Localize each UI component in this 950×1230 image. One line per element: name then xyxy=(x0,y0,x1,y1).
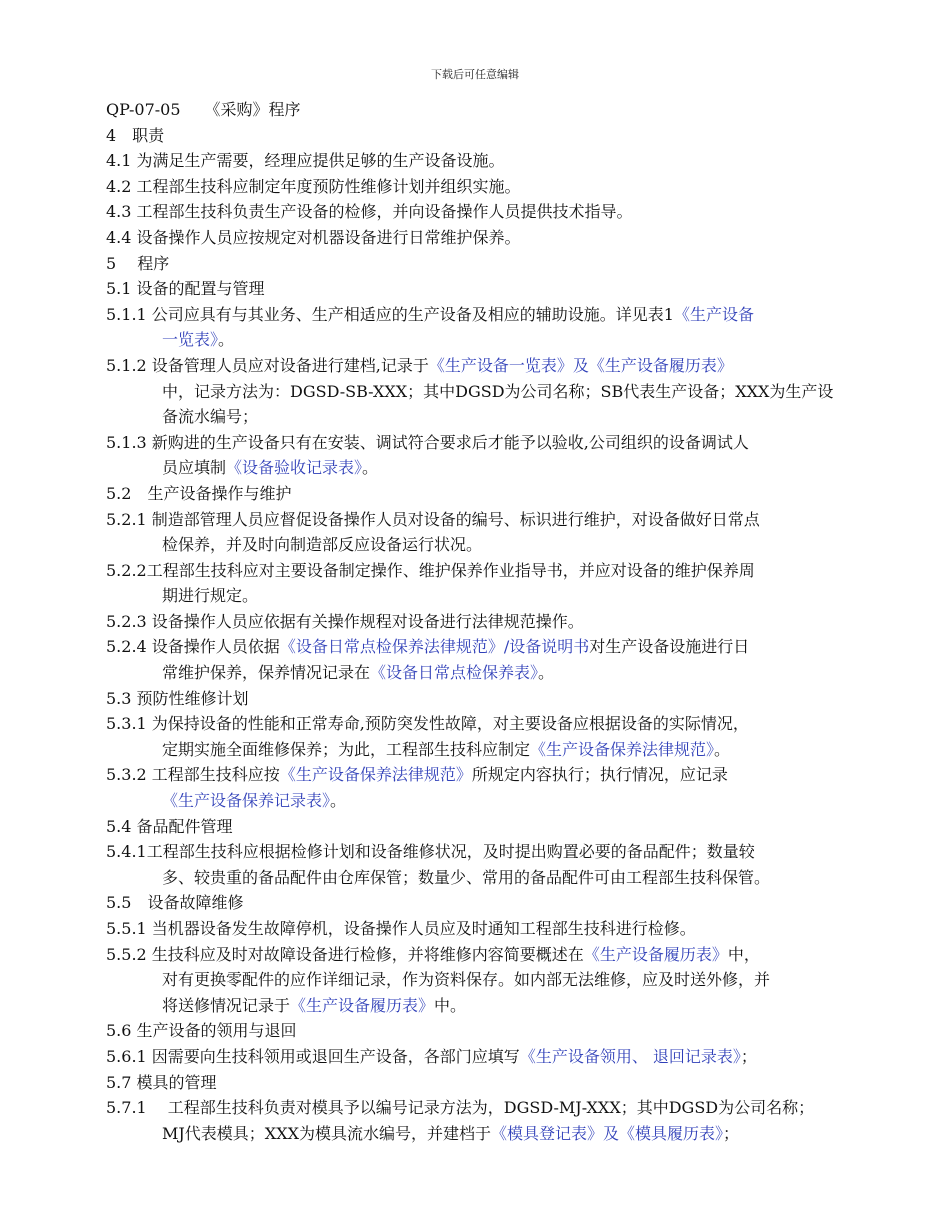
text-line xyxy=(106,353,906,379)
subsection-heading: 5.7 模具的管理 xyxy=(106,1072,217,1092)
text-span: 。 xyxy=(362,458,379,478)
text-line xyxy=(106,788,906,814)
form-reference: 《生产设备履历表》 xyxy=(583,944,728,964)
text-span: 对生产设备设施进行日 xyxy=(589,637,750,657)
text-span: 中。 xyxy=(434,995,467,1015)
form-reference: 《生产设备保养法律规范》 xyxy=(279,765,472,785)
form-reference: 《生产设备保养记录表》 xyxy=(162,791,331,811)
text-line: 对有更换零配件的应作详细记录，作为资料保存。如内部无法维修，应及时送外修，并 xyxy=(162,970,771,990)
header-note: 下载后可任意编辑 xyxy=(431,68,519,81)
text-line: 检保养，并及时向制造部反应设备运行状况。 xyxy=(162,535,483,555)
text-span: 5.3.2 工程部生技科应按 xyxy=(106,765,280,785)
text-span: 。 xyxy=(714,739,731,759)
text-line xyxy=(106,1121,906,1147)
subsection-heading: 5.5 设备故障维修 xyxy=(106,893,244,913)
form-reference: 《生产设备履历表》 xyxy=(290,995,435,1015)
text-line xyxy=(106,993,906,1019)
text-line xyxy=(106,455,906,481)
subsection-heading: 5.4 备品配件管理 xyxy=(106,816,233,836)
text-span: 常维护保养，保养情况记录在 xyxy=(162,663,371,683)
section-heading: 5 程序 xyxy=(106,253,170,273)
text-line: 4.2 工程部生技科应制定年度预防性维修计划并组织实施。 xyxy=(106,176,521,196)
text-span: 5.1.2 设备管理人员应对设备进行建档,记录于 xyxy=(106,355,429,375)
text-line: 5.5.1 当机器设备发生故障停机，设备操作人员应及时通知工程部生技科进行检修。 xyxy=(106,919,696,938)
form-reference: 《设备日常点检保养表》 xyxy=(370,663,539,683)
text-line: 5.2.3 设备操作人员应依据有关操作规程对设备进行法律规范操作。 xyxy=(106,611,584,631)
text-span: ； xyxy=(723,1123,740,1143)
text-line: 中，记录方法为：DGSD-SB-XXX；其中DGSD为公司名称；SB代表生产设备；XXX为生产设 xyxy=(162,381,834,401)
text-line: 备流水编号； xyxy=(162,407,259,427)
subsection-heading: 5.3 预防性维修计划 xyxy=(106,688,249,708)
text-span: 。 xyxy=(218,330,235,350)
form-reference: 《生产设备保养法律规范》 xyxy=(530,739,715,759)
text-line: 5.2.2工程部生技科应对主要设备制定操作、维护保养作业指导书，并应对设备的维护保养周 xyxy=(106,560,755,580)
text-span: ； xyxy=(740,1046,757,1066)
text-span: 。 xyxy=(538,663,555,683)
text-line: 5.7.1 工程部生技科负责对模具予以编号记录方法为，DGSD-MJ-XXX；其中DGSD为公司名称； xyxy=(106,1098,815,1118)
text-span: 5.2.4 设备操作人员依据 xyxy=(106,637,280,657)
form-reference: 《生产设备 xyxy=(673,304,754,324)
text-line: 5.4.1工程部生技科应根据检修计划和设备维修状况，及时提出购置必要的备品配件；数量较 xyxy=(106,842,755,862)
text-span: 5.1.1 公司应具有与其业务、生产相适应的生产设备及相应的辅助设施。详见表1 xyxy=(106,304,674,324)
text-line: 4.3 工程部生技科负责生产设备的检修，并向设备操作人员提供技术指导。 xyxy=(106,202,633,222)
text-line: 5.2.1 制造部管理人员应督促设备操作人员对设备的编号、标识进行维护，对设备做好日常点 xyxy=(106,509,760,529)
text-line: 5.1.3 新购进的生产设备只有在安装、调试符合要求后才能予以验收,公司组织的设备调试人 xyxy=(106,432,749,452)
text-span: 5.5.2 生技科应及时对故障设备进行检修，并将维修内容简要概述在 xyxy=(106,944,584,964)
text-line xyxy=(106,327,906,353)
form-reference: 《设备验收记录表》 xyxy=(226,458,363,478)
text-line: 期进行规定。 xyxy=(162,586,259,606)
text-line: 4.4 设备操作人员应按规定对机器设备进行日常维护保养。 xyxy=(106,227,521,247)
text-span: 所规定内容执行；执行情况，应记录 xyxy=(471,765,728,785)
form-reference: 《模具登记表》及《模具履历表》 xyxy=(490,1123,723,1143)
text-span: 。 xyxy=(330,791,347,811)
subsection-heading: 5.2 生产设备操作与维护 xyxy=(106,483,292,503)
form-reference: 《生产设备领用、 退回记录表》 xyxy=(519,1046,741,1066)
form-reference: 《生产设备一览表》及《生产设备履历表》 xyxy=(428,355,733,375)
text-span: 定期实施全面维修保养；为此，工程部生技科应制定 xyxy=(162,739,531,759)
text-line: 5.3.1 为保持设备的性能和正常寿命,预防突发性故障，对主要设备应根据设备的实际情况， xyxy=(106,714,749,734)
text-line xyxy=(106,1044,906,1070)
text-span: MJ代表模具；XXX为模具流水编号，并建档于 xyxy=(162,1123,491,1143)
text-span: 员应填制 xyxy=(162,458,227,478)
text-line: 4.1 为满足生产需要，经理应提供足够的生产设备设施。 xyxy=(106,151,505,171)
section-heading: 4 职责 xyxy=(106,125,165,145)
text-line xyxy=(106,942,906,968)
doc-title: QP-07-05 《采购》程序 xyxy=(106,100,301,119)
form-reference: 一览表》 xyxy=(162,330,219,350)
text-line xyxy=(106,634,906,660)
text-line xyxy=(106,302,906,328)
document-body xyxy=(106,97,906,1146)
text-span: 将送修情况记录于 xyxy=(162,995,291,1015)
text-line: 多、较贵重的备品配件由仓库保管；数量少、常用的备品配件可由工程部生技科保管。 xyxy=(162,867,771,887)
text-line xyxy=(106,762,906,788)
text-line xyxy=(106,737,906,763)
text-span: 5.6.1 因需要向生技科领用或退回生产设备，各部门应填写 xyxy=(106,1046,520,1066)
text-line xyxy=(106,660,906,686)
form-reference: 《设备日常点检保养法律规范》/设备说明书 xyxy=(279,637,590,657)
subsection-heading: 5.6 生产设备的领用与退回 xyxy=(106,1021,297,1041)
subsection-heading: 5.1 设备的配置与管理 xyxy=(106,279,265,299)
text-span: 中， xyxy=(727,944,760,964)
